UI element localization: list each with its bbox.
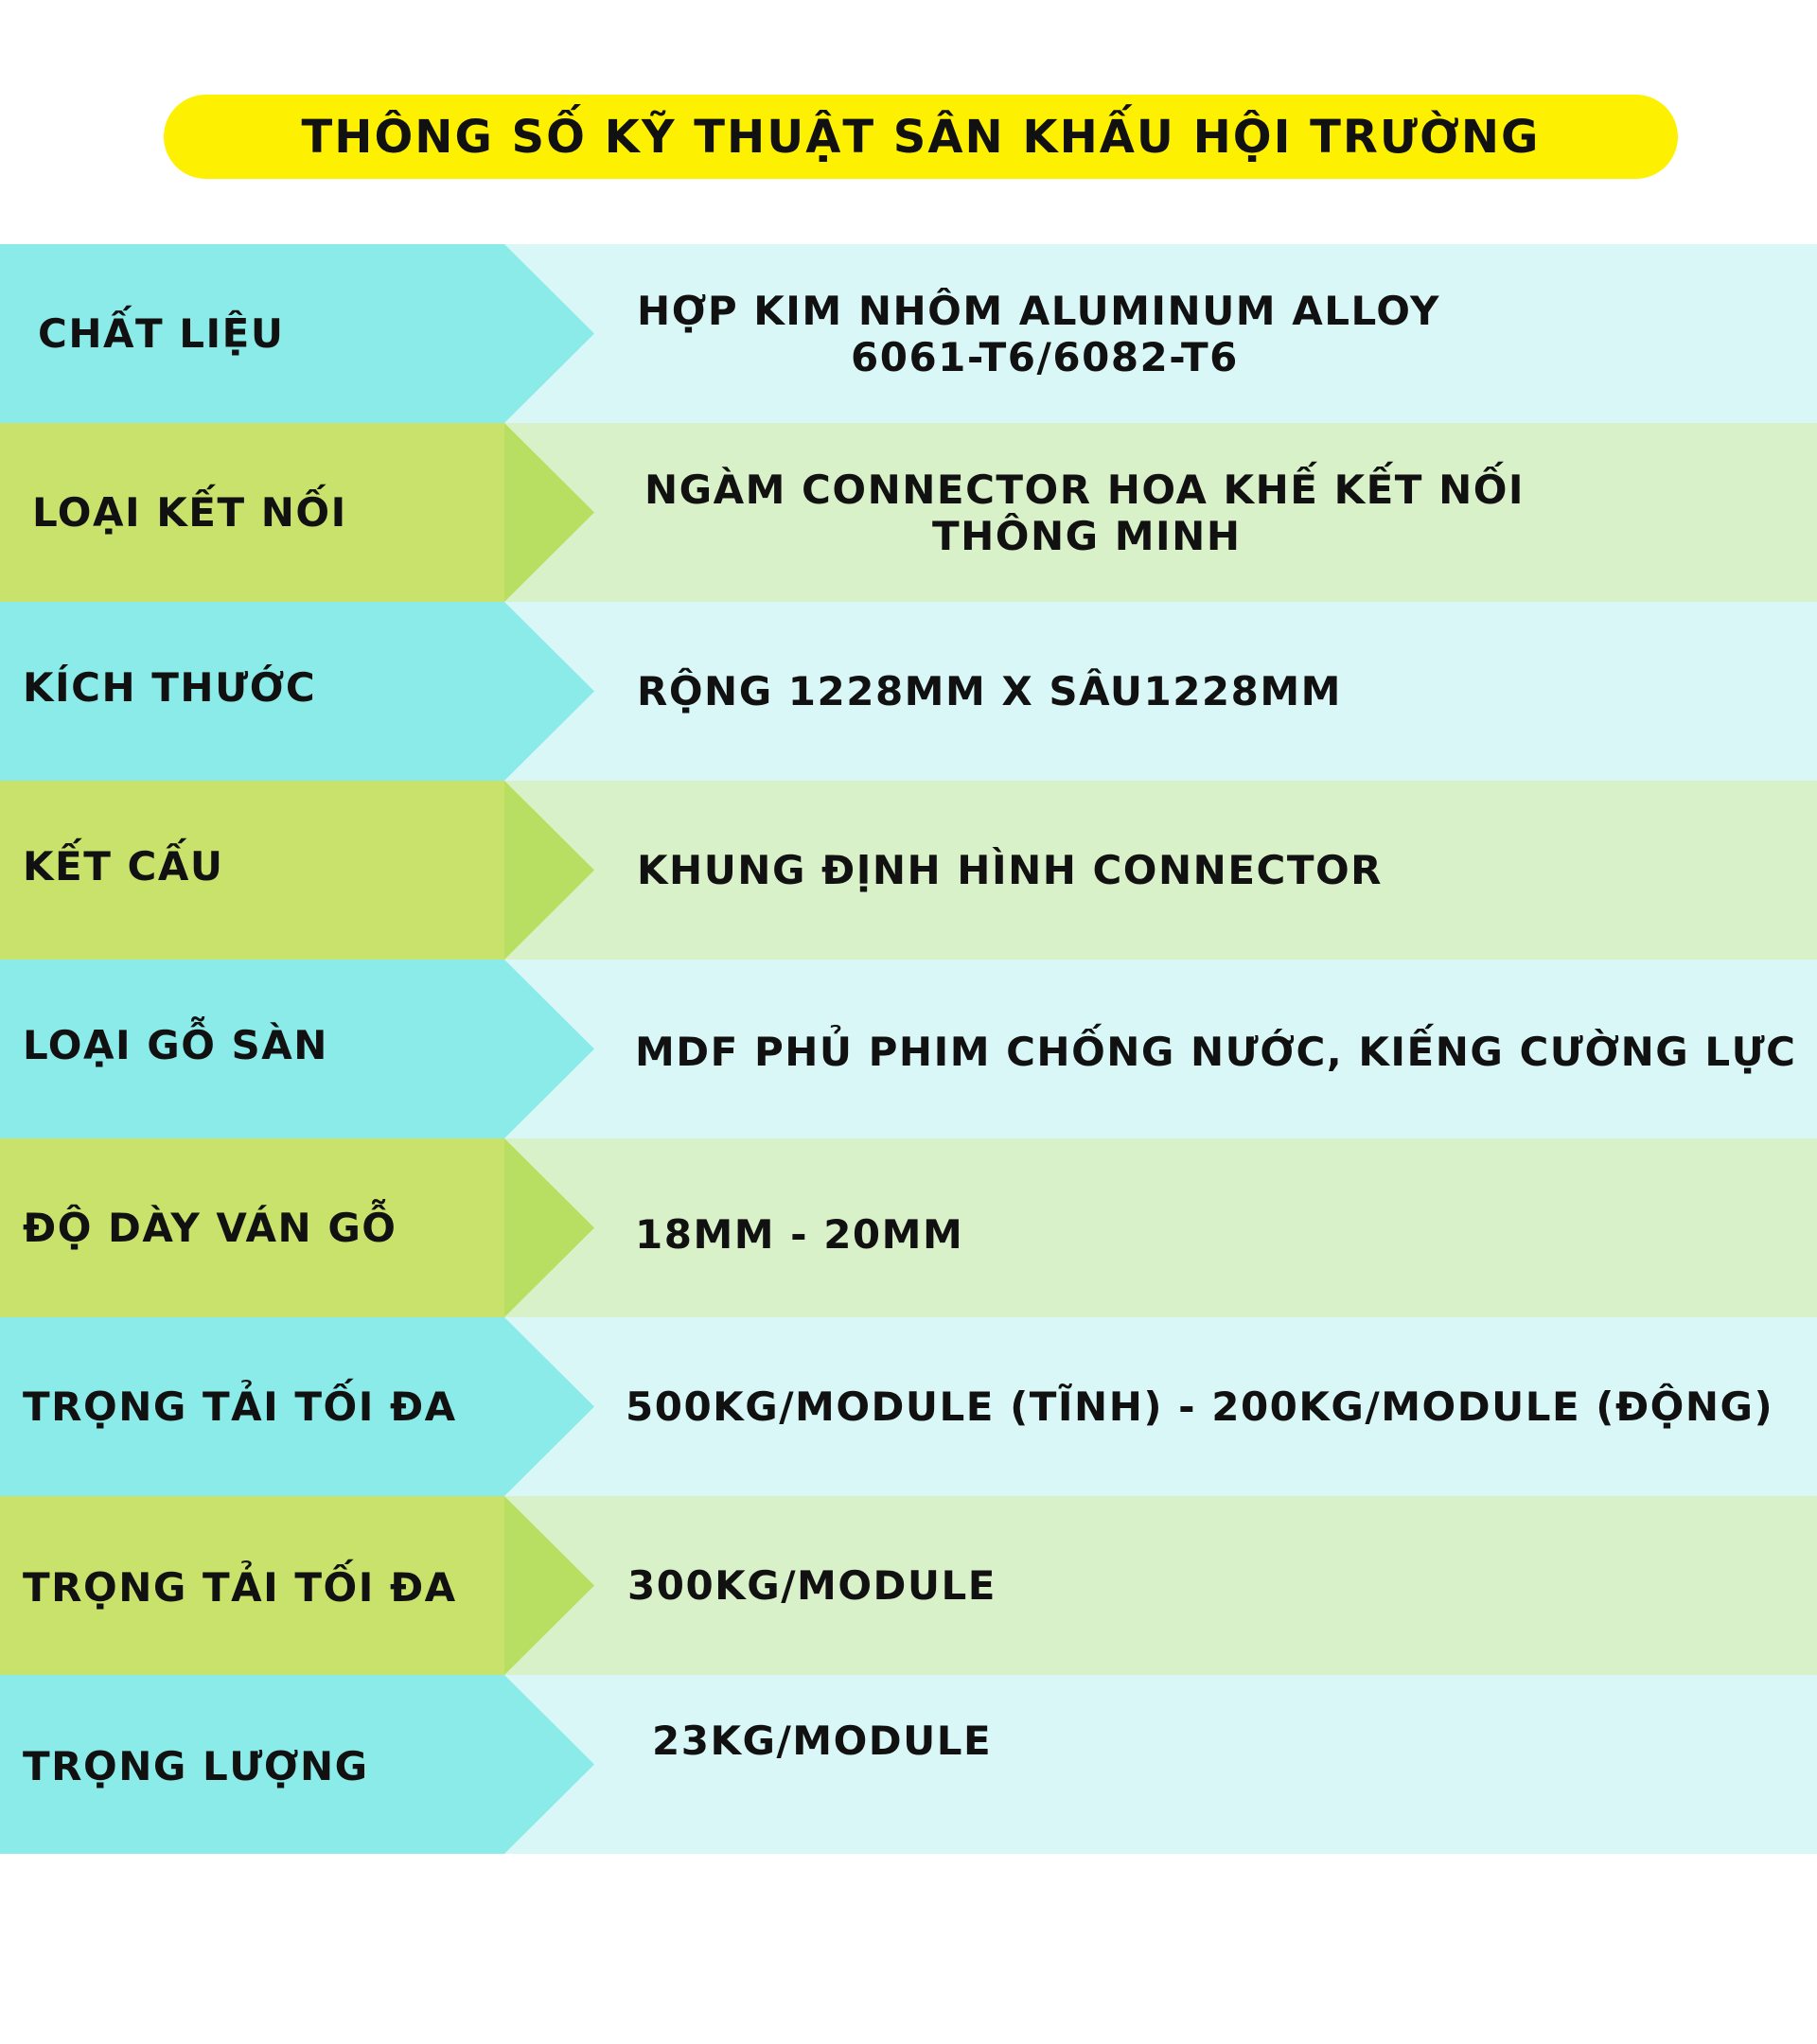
spec-value: [504, 781, 1817, 960]
spec-label: LOẠI KẾT NỐI: [0, 423, 504, 602]
spec-value: [504, 960, 1817, 1138]
spec-value-line: THÔNG MINH: [932, 512, 1242, 559]
spec-row-dimensions: [0, 602, 1817, 781]
spec-row-structure: [0, 781, 1817, 960]
spec-value-line: 300KG/MODULE: [627, 1562, 997, 1609]
spec-value-line: MDF PHỦ PHIM CHỐNG NƯỚC, KIẾNG CƯỜNG LỰC: [635, 1029, 1797, 1075]
spec-table: [0, 244, 1817, 1854]
chevron-right-icon: [504, 781, 594, 960]
spec-value-line: KHUNG ĐỊNH HÌNH CONNECTOR: [637, 847, 1384, 893]
spec-value-line: NGÀM CONNECTOR HOA KHẾ KẾT NỐI: [644, 466, 1526, 513]
spec-row-thickness: [0, 1138, 1817, 1317]
spec-label: KẾT CẤU: [0, 781, 504, 960]
title-banner: [164, 95, 1678, 179]
chevron-right-icon: [504, 423, 594, 602]
chevron-right-icon: [504, 1675, 594, 1854]
spec-value-line: 6061-T6/6082-T6: [851, 333, 1239, 380]
chevron-right-icon: [504, 1317, 594, 1496]
chevron-right-icon: [504, 1496, 594, 1675]
page-title: THÔNG SỐ KỸ THUẬT SÂN KHẤU HỘI TRƯỜNG: [301, 110, 1541, 164]
spec-value-line: HỢP KIM NHÔM ALUMINUM ALLOY: [637, 287, 1440, 334]
spec-label: CHẤT LIỆU: [0, 244, 504, 423]
spec-value: [504, 1138, 1817, 1317]
spec-row-connection: [0, 423, 1817, 602]
spec-value-line: 23KG/MODULE: [652, 1718, 993, 1764]
spec-row-material: [0, 244, 1817, 423]
chevron-right-icon: [504, 1138, 594, 1317]
spec-value-line: 18MM - 20MM: [635, 1211, 964, 1258]
spec-label: LOẠI GỖ SÀN: [0, 960, 504, 1138]
spec-row-max-load-1: [0, 1317, 1817, 1496]
spec-label: TRỌNG TẢI TỐI ĐA: [0, 1496, 504, 1675]
spec-value: [504, 1675, 1817, 1854]
chevron-right-icon: [504, 960, 594, 1138]
spec-row-max-load-2: [0, 1496, 1817, 1675]
spec-row-weight: [0, 1675, 1817, 1854]
chevron-right-icon: [504, 244, 594, 423]
spec-label: TRỌNG TẢI TỐI ĐA: [0, 1317, 504, 1496]
spec-value-line: RỘNG 1228MM X SÂU1228MM: [637, 668, 1342, 714]
spec-value: [504, 1317, 1817, 1496]
spec-label: KÍCH THƯỚC: [0, 602, 504, 781]
spec-label: TRỌNG LƯỢNG: [0, 1675, 504, 1854]
spec-value: [504, 244, 1817, 423]
chevron-right-icon: [504, 602, 594, 781]
spec-value: [504, 1496, 1817, 1675]
spec-value-line: 500KG/MODULE (TĨNH) - 200KG/MODULE (ĐỘNG): [626, 1383, 1774, 1430]
spec-value: [504, 602, 1817, 781]
spec-label: ĐỘ DÀY VÁN GỖ: [0, 1138, 504, 1317]
spec-row-floor-wood: [0, 960, 1817, 1138]
spec-value: [504, 423, 1817, 602]
